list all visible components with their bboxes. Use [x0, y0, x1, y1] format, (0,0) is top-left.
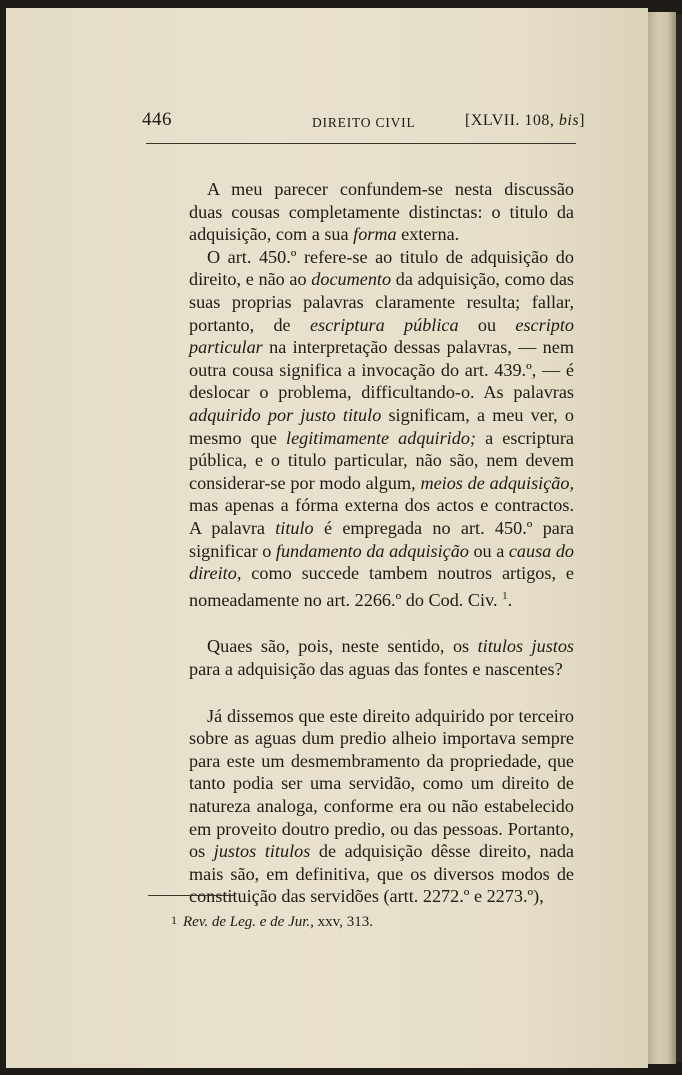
text-run: de adquisição dêsse direito, nada mais são, em definitiva, que os diversos modos de constituição das servidões (artt. 2272.º e 2273.º),: [189, 841, 574, 907]
footnote-text: xxv, 313.: [313, 914, 373, 930]
footnote-mark: 1: [171, 913, 177, 927]
running-title: DIREITO CIVIL: [312, 115, 416, 130]
paragraph-2: [189, 246, 574, 612]
text-run: a escriptura pública, e o titulo particular, não são, nem devem considerar-se por modo algum,: [189, 427, 574, 493]
footnote-reference: 1: [502, 589, 508, 602]
text-run: .: [507, 589, 513, 610]
italic-run: escriptura pública: [309, 314, 459, 335]
italic-run: meios de adquisição,: [420, 472, 575, 493]
page-number: 446: [142, 109, 172, 130]
text-run: Quaes são, pois, neste sentido, os: [207, 636, 478, 657]
section-reference: [465, 112, 585, 130]
book-spine-shadow: [676, 14, 682, 1062]
text-run: externa.: [396, 224, 460, 245]
header-rule: [146, 143, 576, 144]
section-reference-open: [XLVII. 108,: [465, 112, 559, 129]
section-reference-close: ]: [579, 112, 585, 129]
footnote-citation: Rev. de Leg. e de Jur.,: [183, 914, 314, 930]
section-reference-bis: bis: [558, 112, 580, 129]
text-run: da adquisição, como das suas proprias palavras claramente resulta; fallar, portanto, de: [189, 269, 574, 335]
text-run: ou: [458, 314, 516, 335]
italic-run: fundamento da adquisição: [275, 540, 469, 561]
text-run: A meu parecer confundem-se nesta discussão duas cousas completamente distinctas: o titulo da adquisição, com a sua: [189, 179, 574, 245]
text-run: Já dissemos que este direito adquirido por terceiro sobre as aguas dum predio alheio importava sempre para este um desmembramento da propriedade, que tanto podia ser uma servidão, como um direito de natureza analoga, conforme era ou não estabelecido em proveito doutro predio, ou das pessoas. Portanto, os: [189, 705, 574, 862]
italic-run: escripto particular: [189, 314, 575, 358]
italic-run: legitimamente adquirido;: [286, 427, 476, 448]
paragraph-3: [189, 635, 574, 680]
italic-run: justos titulos: [213, 841, 311, 862]
book-page: [6, 8, 648, 1068]
body-text: [189, 178, 574, 908]
italic-run: forma: [353, 224, 397, 245]
text-run: significam, a meu ver, o mesmo que: [189, 404, 574, 448]
italic-run: causa do direito,: [189, 540, 575, 584]
paragraph-4: [189, 705, 574, 908]
text-run: é empregada no art. 450.º para significar o: [189, 517, 574, 561]
text-run: como succede tambem noutros artigos, e nomeadamente no art. 2266.º do Cod. Civ.: [189, 563, 574, 610]
italic-run: adquirido por justo titulo: [189, 404, 382, 425]
italic-run: titulos justos: [477, 636, 574, 657]
paragraph-1: [189, 178, 574, 246]
text-run: mas apenas a fórma externa dos actos e contractos. A palavra: [189, 495, 574, 538]
text-run: ou a: [468, 540, 509, 561]
italic-run: titulo: [275, 517, 314, 538]
footnote: [171, 914, 373, 931]
text-run: na interpretação dessas palavras, — nem outra cousa significa a invocação do art. 439.º, — é deslocar o problema, difficultando-o. As palavras: [189, 337, 574, 403]
italic-run: documento: [311, 269, 392, 290]
text-run: O art. 450.º refere-se ao titulo de adquisição do direito, e não ao: [189, 246, 574, 290]
text-run: para a adquisição das aguas das fontes e nascentes?: [189, 658, 563, 679]
footnote-rule: [148, 895, 234, 896]
page-edge: [648, 12, 676, 1064]
